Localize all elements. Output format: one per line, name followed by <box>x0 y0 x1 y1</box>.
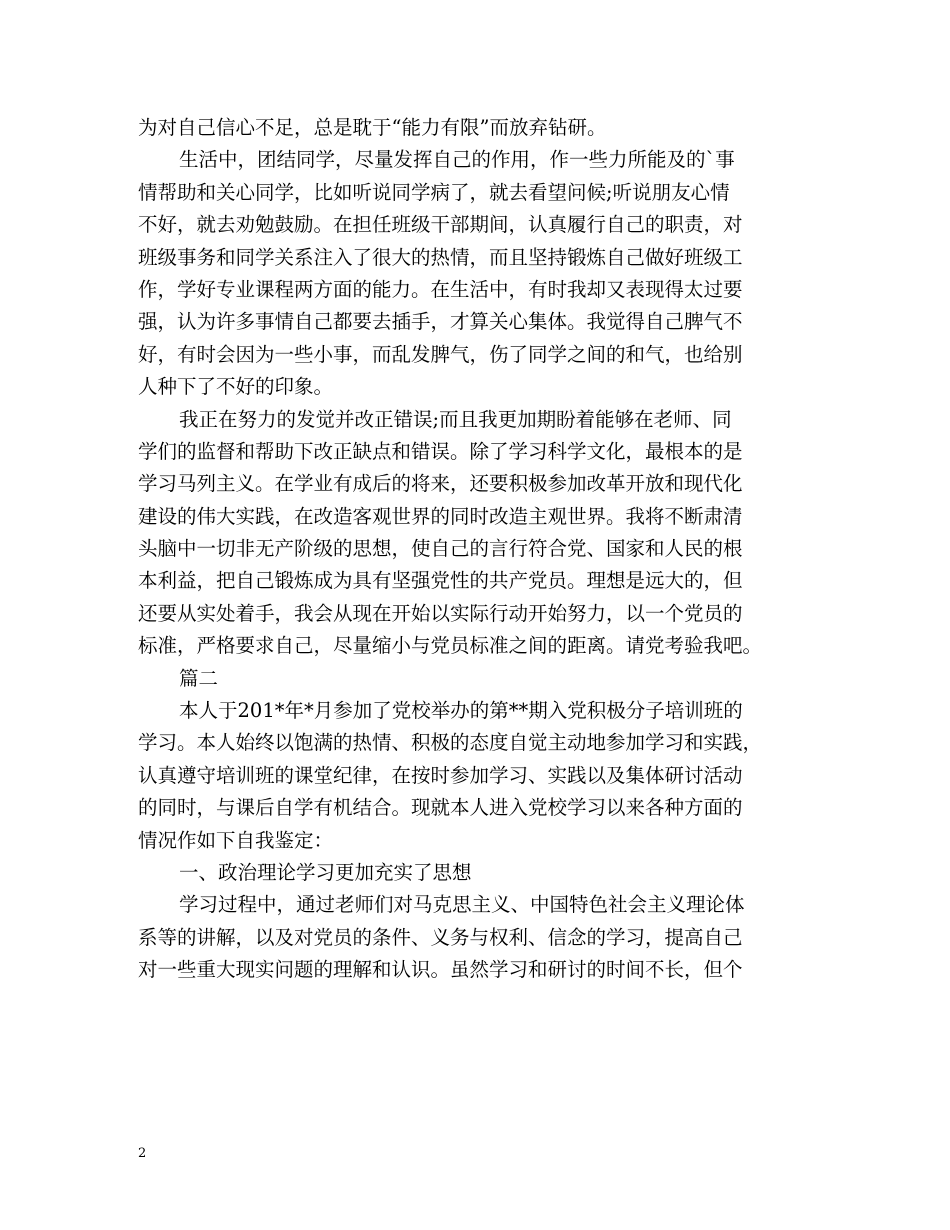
text-line: 头脑中一切非无产阶级的思想，使自己的言行符合党、国家和人民的根 <box>138 537 743 561</box>
text-line: 人种下了不好的印象。 <box>138 375 334 399</box>
text-line: 学习马列主义。在学业有成后的将来，还要积极参加改革开放和现代化 <box>138 472 743 496</box>
text-line: 还要从实处着手，我会从现在开始以实际行动开始努力，以一个党员的 <box>138 601 743 625</box>
text-line: 强，认为许多事情自己都要去插手，才算关心集体。我觉得自己脾气不 <box>138 310 743 334</box>
text-line: 系等的讲解，以及对党员的条件、义务与权利、信念的学习，提高自己 <box>138 925 743 949</box>
text-line: 我正在努力的发觉并改正错误;而且我更加期盼着能够在老师、同 <box>179 407 732 431</box>
text-line: 学习过程中，通过老师们对马克思主义、中国特色社会主义理论体 <box>179 893 745 917</box>
text-line: 认真遵守培训班的课堂纪律，在按时参加学习、实践以及集体研讨活动 <box>138 763 743 787</box>
text-line: 对一些重大现实问题的理解和认识。虽然学习和研讨的时间不长，但个 <box>138 958 743 982</box>
text-line: 学们的监督和帮助下改正缺点和错误。除了学习科学文化，最根本的是 <box>138 439 743 463</box>
text-line: 不好，就去劝勉鼓励。在担任班级干部期间，认真履行自己的职责，对 <box>138 213 743 237</box>
page-number: 2 <box>138 1146 147 1161</box>
document-body <box>138 112 828 987</box>
text-line: 篇二 <box>179 666 219 690</box>
text-line: 本人于201*年*月参加了党校举办的第**期入党积极分子培训班的 <box>179 699 743 723</box>
text-line: 学习。本人始终以饱满的热情、积极的态度自觉主动地参加学习和实践， <box>138 731 763 755</box>
text-line: 标准，严格要求自己，尽量缩小与党员标准之间的距离。请党考验我吧。 <box>138 634 763 658</box>
text-line: 好，有时会因为一些小事，而乱发脾气，伤了同学之间的和气，也给别 <box>138 342 743 366</box>
text-line: 本利益，把自己锻炼成为具有坚强党性的共产党员。理想是远大的，但 <box>138 569 743 593</box>
text-line: 作，学好专业课程两方面的能力。在生活中，有时我却又表现得太过要 <box>138 277 743 301</box>
text-line: 情帮助和关心同学，比如听说同学病了，就去看望问候;听说朋友心情 <box>138 180 730 204</box>
text-line: 情况作如下自我鉴定： <box>138 828 334 852</box>
text-line: 为对自己信心不足，总是耽于“能力有限”而放弃钻研。 <box>138 116 607 139</box>
text-line: 建设的伟大实践，在改造客观世界的同时改造主观世界。我将不断肃清 <box>138 504 743 528</box>
text-line: 一、政治理论学习更加充实了思想 <box>179 860 472 884</box>
text-line: 的同时，与课后自学有机结合。现就本人进入党校学习以来各种方面的 <box>138 796 743 820</box>
text-line: 生活中，团结同学，尽量发挥自己的作用，作一些力所能及的`事 <box>179 148 735 172</box>
text-line: 班级事务和同学关系注入了很大的热情，而且坚持锻炼自己做好班级工 <box>138 245 743 269</box>
